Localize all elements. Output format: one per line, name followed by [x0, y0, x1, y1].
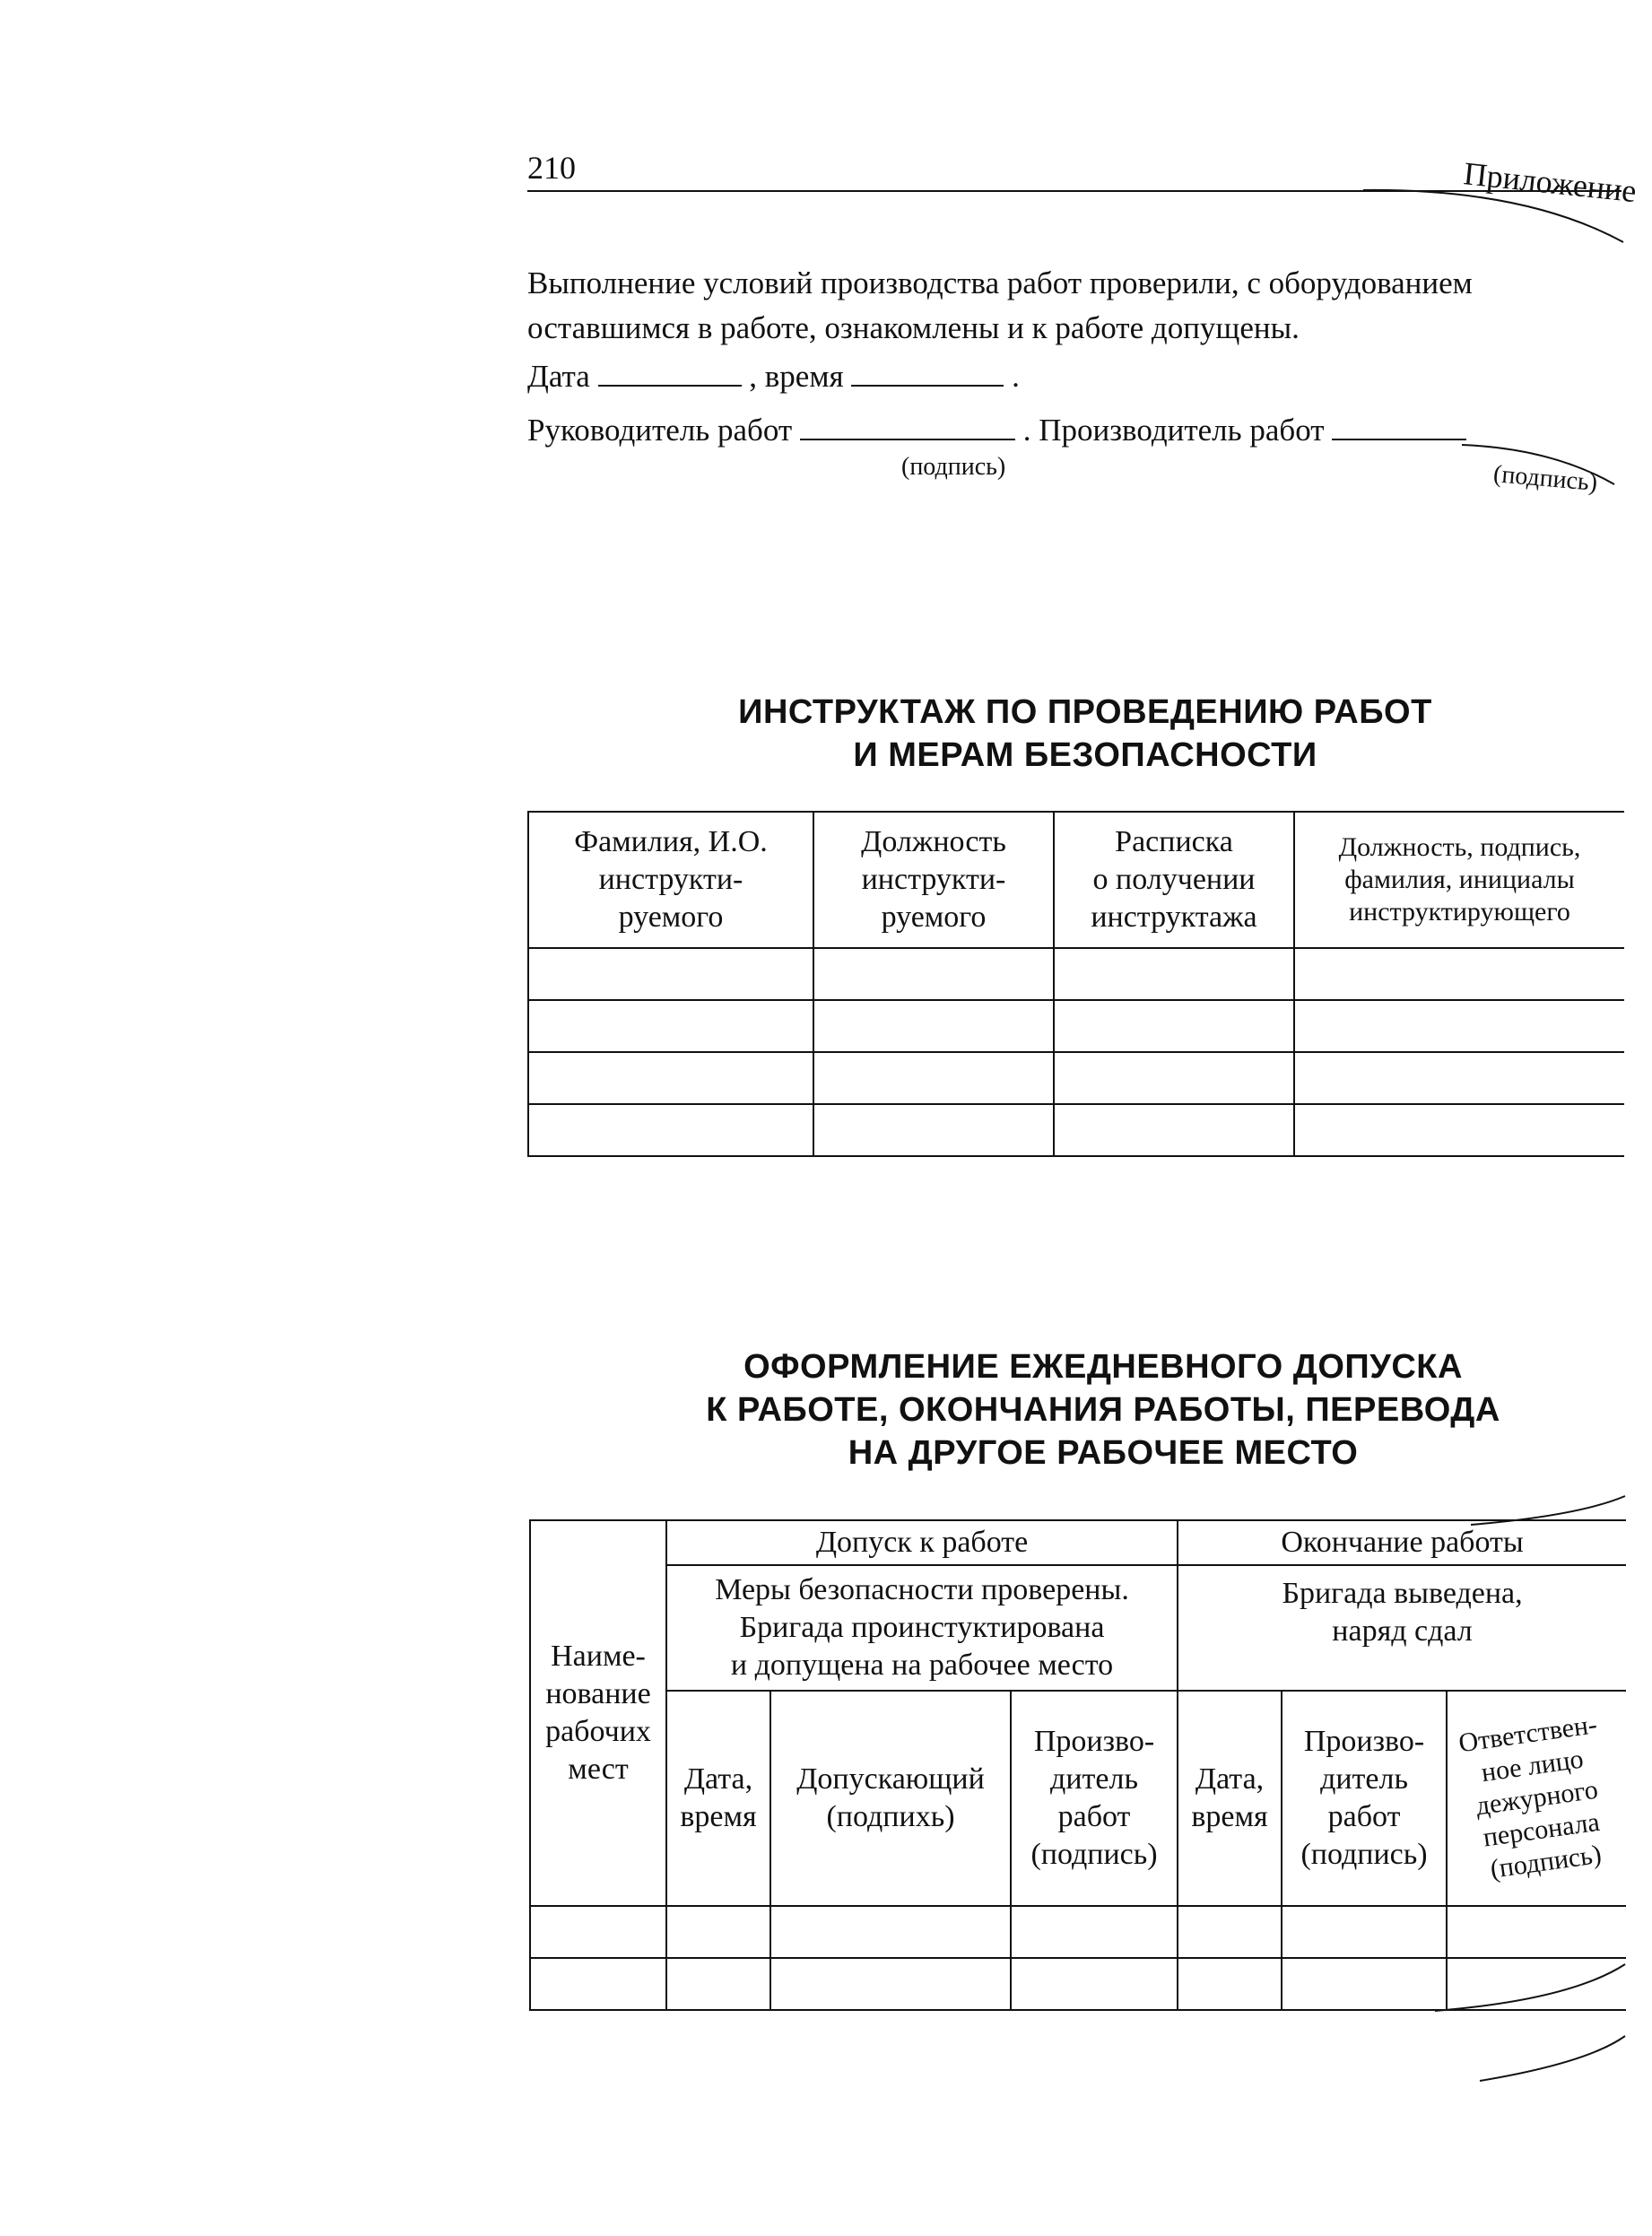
table-row: [530, 1906, 1626, 1958]
table-cell[interactable]: [1294, 1052, 1624, 1104]
column-header-row: [530, 1691, 1626, 1906]
column-header-receipt: Расписка о получении инструктажа: [1054, 812, 1294, 948]
column-header-workplace: Наиме- нование рабочих мест: [530, 1520, 666, 1906]
table-cell[interactable]: [770, 1958, 1011, 2010]
table-cell[interactable]: [1282, 1906, 1447, 1958]
table-cell[interactable]: [1447, 1958, 1626, 2010]
table-row: [528, 1000, 1624, 1052]
column-header-admission-date-time: Дата, время: [666, 1691, 770, 1906]
group-header-row: [530, 1520, 1626, 1565]
daily-admission-title-line-3: НА ДРУГОЕ РАБОЧЕЕ МЕСТО: [848, 1434, 1359, 1472]
table-cell[interactable]: [770, 1906, 1011, 1958]
table-cell[interactable]: [1294, 948, 1624, 1000]
subgroup-header-completion: Бригада выведена, наряд сдал: [1178, 1565, 1626, 1691]
time-label: , время: [749, 359, 844, 394]
column-header-duty-staff: [1447, 1691, 1626, 1906]
column-header-trainee-name: Фамилия, И.О. инструкти- руемого: [528, 812, 813, 948]
subgroup-header-row: [530, 1565, 1626, 1691]
column-header-completion-date-time: Дата, время: [1178, 1691, 1282, 1906]
producer-signature-caption: (подпись): [1491, 459, 1599, 498]
table-row: [528, 948, 1624, 1000]
table-cell[interactable]: [1178, 1958, 1282, 2010]
table-cell[interactable]: [528, 1052, 813, 1104]
duty-staff-label: Ответствен- ное лицо дежурного персонала (подпись): [1456, 1710, 1604, 1884]
table-cell[interactable]: [1294, 1000, 1624, 1052]
table-cell[interactable]: [1054, 948, 1294, 1000]
date-label: Дата: [527, 359, 590, 394]
daily-admission-title: [628, 1345, 1578, 1475]
table-cell[interactable]: [530, 1906, 666, 1958]
subgroup-header-admission: Меры безопасности проверены. Бригада проинстуктирована и допущена на рабочее место: [666, 1565, 1178, 1691]
table-cell[interactable]: [1294, 1104, 1624, 1156]
table-cell[interactable]: [666, 1958, 770, 2010]
column-header-admission-producer: Произво- дитель работ (подпись): [1011, 1691, 1178, 1906]
running-title: Приложение: [1462, 155, 1639, 210]
permit-check-line-1: Выполнение условий производства работ проверили, с оборудованием: [527, 265, 1473, 300]
producer-signature-blank: [1332, 413, 1466, 440]
instruction-title: [628, 691, 1543, 777]
instruction-table: [527, 811, 1624, 1157]
time-blank: [851, 360, 1004, 387]
instruction-title-line-1: ИНСТРУКТАЖ ПО ПРОВЕДЕНИЮ РАБОТ: [738, 693, 1432, 731]
table-cell[interactable]: [813, 1104, 1054, 1156]
permit-check-line-2: оставшимся в работе, ознакомлены и к работе допущены.: [527, 310, 1300, 345]
date-blank: [598, 360, 742, 387]
column-header-admitting-person: Допускающий (подпихь): [770, 1691, 1011, 1906]
table-cell[interactable]: [1011, 1906, 1178, 1958]
supervisor-signature-caption: (подпись): [901, 453, 1006, 481]
supervisor-signature-blank: [800, 413, 1015, 440]
table-cell[interactable]: [528, 948, 813, 1000]
table-cell[interactable]: [813, 1000, 1054, 1052]
table-cell[interactable]: [1054, 1104, 1294, 1156]
group-header-admission: Допуск к работе: [666, 1520, 1178, 1565]
instruction-table-header-row: [528, 812, 1624, 948]
table-cell[interactable]: [1054, 1000, 1294, 1052]
table-cell[interactable]: [1282, 1958, 1447, 2010]
table-cell[interactable]: [530, 1958, 666, 2010]
table-cell[interactable]: [813, 948, 1054, 1000]
table-cell[interactable]: [813, 1052, 1054, 1104]
header-rule: [527, 190, 1622, 192]
time-end: .: [1012, 359, 1020, 394]
table-cell[interactable]: [528, 1104, 813, 1156]
daily-admission-title-line-1: ОФОРМЛЕНИЕ ЕЖЕДНЕВНОГО ДОПУСКА: [743, 1348, 1463, 1386]
table-cell[interactable]: [666, 1906, 770, 1958]
instruction-title-line-2: И МЕРАМ БЕЗОПАСНОСТИ: [853, 736, 1317, 774]
table-row: [528, 1104, 1624, 1156]
table-row: [528, 1052, 1624, 1104]
table-cell[interactable]: [1447, 1906, 1626, 1958]
column-header-completion-producer: Произво- дитель работ (подпись): [1282, 1691, 1447, 1906]
table-cell[interactable]: [1011, 1958, 1178, 2010]
column-header-instructor: Должность, подпись, фамилия, инициалы инструктирующего: [1294, 812, 1624, 948]
table-cell[interactable]: [1054, 1052, 1294, 1104]
daily-admission-title-line-2: К РАБОТЕ, ОКОНЧАНИЯ РАБОТЫ, ПЕРЕВОДА: [706, 1391, 1500, 1429]
producer-label: . Производитель работ: [1022, 413, 1325, 448]
date-time-line: [527, 359, 1020, 395]
signatures-line: [527, 413, 1466, 448]
table-row: [530, 1958, 1626, 2010]
table-cell[interactable]: [528, 1000, 813, 1052]
daily-admission-table: [529, 1519, 1626, 2011]
page-number: 210: [527, 150, 576, 186]
column-header-trainee-position: Должность инструкти- руемого: [813, 812, 1054, 948]
supervisor-label: Руководитель работ: [527, 413, 793, 448]
group-header-completion: Окончание работы: [1178, 1520, 1626, 1565]
table-cell[interactable]: [1178, 1906, 1282, 1958]
